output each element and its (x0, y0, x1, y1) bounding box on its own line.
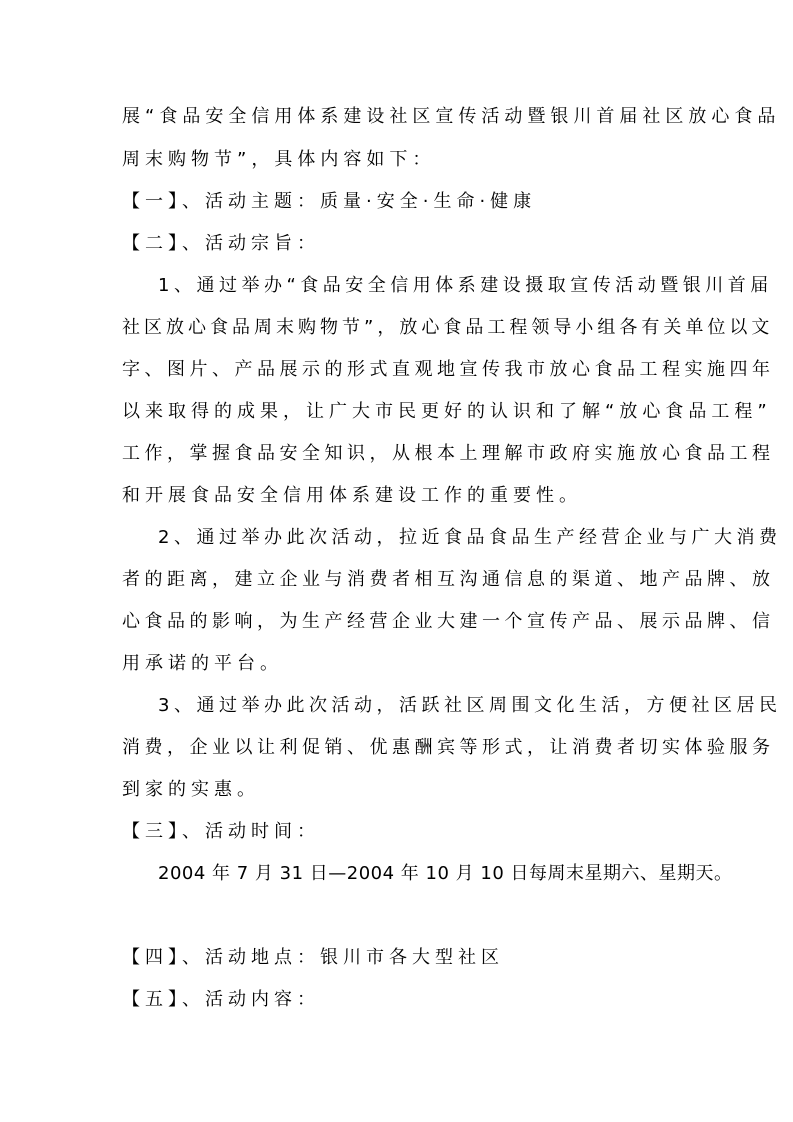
section-heading-purpose: 【二】、活动宗旨： (122, 233, 320, 254)
paragraph-line: 以来取得的成果，让广大市民更好的认识和了解“放心食品工程” (122, 401, 772, 422)
section-heading-location: 【四】、活动地点：银川市各大型社区 (122, 947, 504, 968)
paragraph-line: 3、通过举办此次活动，活跃社区周围文化生活，方便社区居民 (158, 695, 782, 716)
paragraph-line: 和开展食品安全信用体系建设工作的重要性。 (122, 485, 582, 506)
paragraph-line: 者的距离，建立企业与消费者相互沟通信息的渠道、地产品牌、放 (122, 569, 775, 590)
paragraph-line: 消费，企业以让利促销、优惠酬宾等形式，让消费者切实体验服务 (122, 737, 775, 758)
paragraph-line: 展“食品安全信用体系建设社区宣传活动暨银川首届社区放心食品 (122, 106, 781, 127)
paragraph-line: 到家的实惠。 (122, 779, 260, 800)
paragraph-line: 工作，掌握食品安全知识，从根本上理解市政府实施放心食品工程 (122, 443, 775, 464)
paragraph-line: 1、通过举办“食品安全信用体系建设摄取宣传活动暨银川首届 (158, 275, 773, 296)
paragraph-line: 字、图片、产品展示的形式直观地宣传我市放心食品工程实施四年 (122, 359, 775, 380)
section-heading-content: 【五】、活动内容： (122, 989, 320, 1010)
paragraph-line: 社区放心食品周末购物节”，放心食品工程领导小组各有关单位以文 (122, 317, 774, 338)
paragraph-line: 心食品的影响，为生产经营企业大建一个宣传产品、展示品牌、信 (122, 611, 775, 632)
paragraph-line: 用承诺的平台。 (122, 653, 283, 674)
section-heading-theme: 【一】、活动主题：质量·安全·生命·健康 (122, 191, 537, 212)
activity-date-range: 2004 年 7 月 31 日—2004 年 10 月 10 日每周末星期六、星期天。 (158, 863, 733, 884)
paragraph-line: 2、通过举办此次活动，拉近食品食品生产经营企业与广大消费 (158, 527, 782, 548)
section-heading-time: 【三】、活动时间： (122, 821, 320, 842)
paragraph-line: 周末购物节”，具体内容如下： (122, 149, 436, 170)
